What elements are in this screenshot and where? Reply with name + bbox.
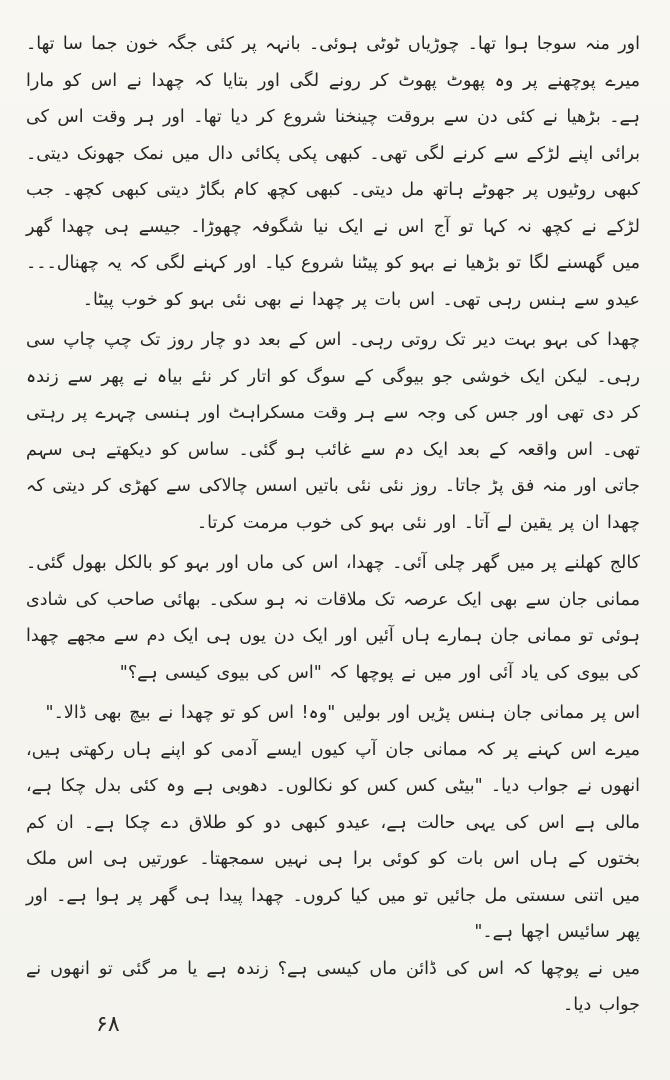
paragraph-1: اور منہ سوجا ہوا تھا۔ چوڑیاں ٹوٹی ہوئی۔ بانہہ پر کئی جگہ خون جما سا تھا۔ میرے پوچھنے پر وہ پھوٹ پھوٹ کر رونے لگی اور بتایا کہ چھدا نے اس کو مارا ہے۔ بڑھیا نے کئی دن سے بروقت چینخنا شروع کر دیا تھا۔ اور ہر وقت اس کی برائی اپنے لڑکے سے کرنے لگی تھی۔ کبھی پکی پکائی دال میں نمک جھونک دیتی۔ کبھی روٹیوں پر جھوٹے ہاتھ مل دیتی۔ کبھی کچھ کام بگاڑ دیتی کبھی کچھ۔ جب لڑکے نے کچھ نہ کہا تو آج اس نے ایک نیا شگوفہ چھوڑا۔ جیسے ہی چھدا گھر میں گھسنے لگا تو بڑھیا نے بہو کو پیٹنا شروع کیا۔ اور کہنے لگی کہ یہ چھنال۔۔۔ عیدو سے ہنس رہی تھی۔ اس بات پر چھدا نے بھی نئی بہو کو خوب پیٹا۔ <box>26 34 640 310</box>
paragraph-5: میرے اس کہنے پر کہ ممانی جان آپ کیوں ایسے آدمی کو اپنے ہاں رکھتی ہیں، انھوں نے جواب دیا۔ "بیٹی کس کس کو نکالوں۔ دھوبی ہے وہ کئی بدل چکا ہے، مالی ہے اس کی یہی حالت ہے، عیدو کبھی دو کو طلاق دے چکا ہے۔ ان کم بختوں کے ہاں اس بات کو کوئی برا ہی نہیں سمجھتا۔ عورتیں ہی اس ملک میں اتنی سستی مل جائیں تو میں کیا کروں۔ چھدا پیدا ہی گھر پر ہوا ہے۔ اور پھر سائیس اچھا ہے۔" <box>26 739 640 942</box>
paragraph-3: کالج کھلنے پر میں گھر چلی آئی۔ چھدا، اس کی ماں اور بہو کو بالکل بھول گئی۔ ممانی جان سے بھی ایک عرصہ تک ملاقات نہ ہو سکی۔ بھائی صاحب کی شادی ہوئی تو ممانی جان ہمارے ہاں آئیں اور ایک دن یوں ہی ایک دم سے مجھے چھدا کی بیوی کی یاد آئی اور میں نے پوچھا کہ "اس کی بیوی کیسی ہے؟" <box>26 553 640 683</box>
paragraph-2: چھدا کی بہو بہت دیر تک روتی رہی۔ اس کے بعد دو چار روز تک چپ چاپ سی رہی۔ لیکن ایک خوشی جو بیوگی کے سوگ کو اتار کر نئے بیاہ نے پھر سے زندہ کر دی تھی اور جس کی وجہ سے ہر وقت مسکراہٹ اور ہنسی چہرے پر رہتی تھی۔ اس واقعہ کے بعد ایک دم سے غائب ہو گئی۔ ساس کو دیکھتے ہی سہم جاتی اور منہ فق پڑ جاتا۔ روز نئی نئی باتیں اسس چالاکی سے کھڑی کر دیتی کہ چھدا ان پر یقین لے آتا۔ اور نئی بہو کی خوب مرمت کرتا۔ <box>26 330 640 533</box>
paragraph-4: اس پر ممانی جان ہنس پڑیں اور بولیں "وہ! اس کو تو چھدا نے بیچ بھی ڈالا۔" <box>45 703 640 723</box>
paragraph-6: میں نے پوچھا کہ اس کی ڈائن ماں کیسی ہے؟ زندہ ہے یا مر گئی تو انھوں نے جواب دیا۔ <box>26 958 640 1015</box>
page-number: ۶۸ <box>96 1012 120 1037</box>
text-column <box>26 26 640 1024</box>
